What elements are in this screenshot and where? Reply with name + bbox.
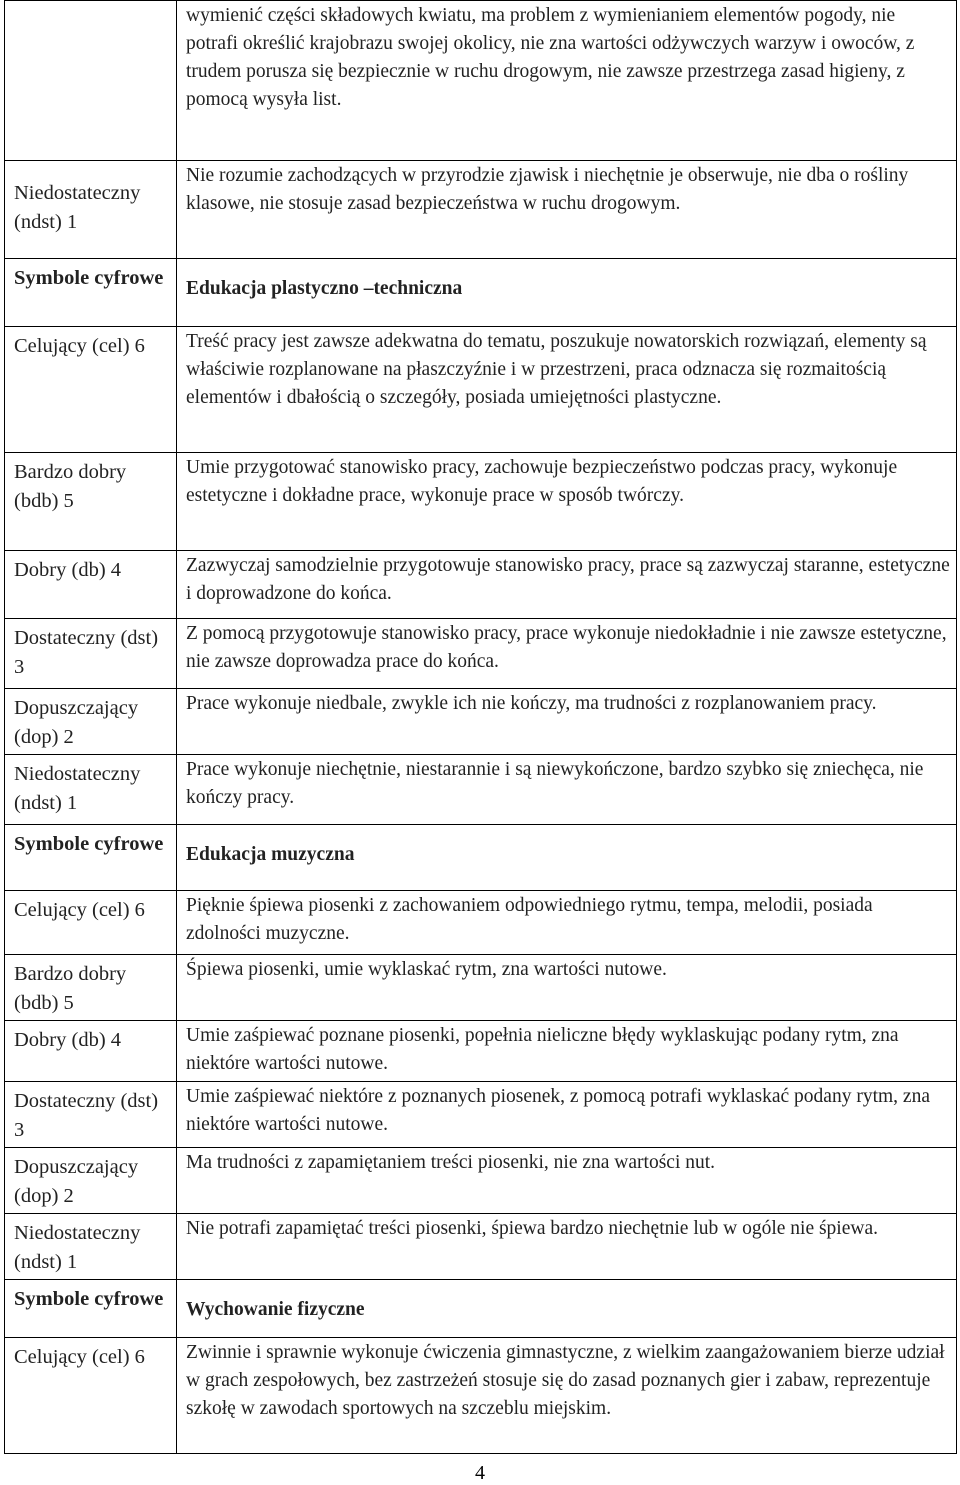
grade-cell: Dopuszczający (dop) 2 [5, 689, 177, 755]
grade-cell: Dopuszczający (dop) 2 [5, 1148, 177, 1214]
symbol-label-cell: Symbole cyfrowe [5, 825, 177, 891]
symbol-label-cell: Symbole cyfrowe [5, 259, 177, 327]
table-row [5, 755, 957, 825]
criteria-description: Nie potrafi zapamiętać treści piosenki, śpiewa bardzo niechętnie lub w ogóle nie śpiewa. [177, 1214, 957, 1280]
section-header-row [5, 825, 957, 891]
criteria-description: Umie przygotować stanowisko pracy, zachowuje bezpieczeństwo podczas pracy, wykonuje estetyczne i dokładne prace, wykonuje prace w sposób twórczy. [177, 453, 957, 551]
table-row [5, 161, 957, 259]
grade-cell: Dostateczny (dst) 3 [5, 1082, 177, 1148]
criteria-description: wymienić części składowych kwiatu, ma problem z wymienianiem elementów pogody, nie potrafi określić krajobrazu swojej okolicy, nie zna wartości odżywczych warzyw i owoców, z trudem porusza się bezpiecznie w ruchu drogowym, nie zawsze przestrzega zasad higieny, z pomocą wysyła list. [177, 1, 957, 161]
grade-cell: Dobry (db) 4 [5, 1021, 177, 1082]
grade-cell [5, 1, 177, 161]
criteria-description: Z pomocą przygotowuje stanowisko pracy, prace wykonuje niedokładnie i nie zawsze estetyczne, nie zawsze doprowadza prace do końca. [177, 619, 957, 689]
section-header-row [5, 259, 957, 327]
section-heading: Wychowanie fizyczne [177, 1280, 957, 1338]
grade-cell: Niedostateczny (ndst) 1 [5, 161, 177, 259]
section-heading: Edukacja plastyczno –techniczna [177, 259, 957, 327]
table-row [5, 1338, 957, 1454]
criteria-description: Pięknie śpiewa piosenki z zachowaniem odpowiedniego rytmu, tempa, melodii, posiada zdolności muzyczne. [177, 891, 957, 955]
criteria-description: Śpiewa piosenki, umie wyklaskać rytm, zna wartości nutowe. [177, 955, 957, 1021]
grade-cell: Celujący (cel) 6 [5, 891, 177, 955]
criteria-description: Nie rozumie zachodzących w przyrodzie zjawisk i niechętnie je obserwuje, nie dba o rośliny klasowe, nie stosuje zasad bezpieczeństwa w ruchu drogowym. [177, 161, 957, 259]
table-row [5, 453, 957, 551]
grading-criteria-table [4, 0, 957, 1454]
grade-cell: Dostateczny (dst) 3 [5, 619, 177, 689]
page-number: 4 [475, 1462, 485, 1484]
section-header-row [5, 1280, 957, 1338]
grade-cell: Niedostateczny (ndst) 1 [5, 755, 177, 825]
grade-cell: Niedostateczny (ndst) 1 [5, 1214, 177, 1280]
table-row [5, 955, 957, 1021]
table-row [5, 1021, 957, 1082]
table-row [5, 891, 957, 955]
criteria-description: Prace wykonuje niedbale, zwykle ich nie kończy, ma trudności z rozplanowaniem pracy. [177, 689, 957, 755]
grade-cell: Dobry (db) 4 [5, 551, 177, 619]
criteria-description: Zazwyczaj samodzielnie przygotowuje stanowisko pracy, prace są zazwyczaj staranne, estetyczne i doprowadzone do końca. [177, 551, 957, 619]
grade-cell: Bardzo dobry (bdb) 5 [5, 955, 177, 1021]
criteria-description: Umie zaśpiewać poznane piosenki, popełnia nieliczne błędy wyklaskując podany rytm, zna niektóre wartości nutowe. [177, 1021, 957, 1082]
table-row [5, 327, 957, 453]
table-row [5, 1, 957, 161]
symbol-label-cell: Symbole cyfrowe [5, 1280, 177, 1338]
grade-cell: Celujący (cel) 6 [5, 1338, 177, 1454]
section-heading: Edukacja muzyczna [177, 825, 957, 891]
criteria-description: Zwinnie i sprawnie wykonuje ćwiczenia gimnastyczne, z wielkim zaangażowaniem bierze udział w grach zespołowych, bez zastrzeżeń stosuje się do zasad poznanych gier i zabaw, reprezentuje szkołę w zawodach sportowych na szczeblu miejskim. [177, 1338, 957, 1454]
criteria-description: Treść pracy jest zawsze adekwatna do tematu, poszukuje nowatorskich rozwiązań, elementy są właściwie rozplanowane na płaszczyźnie i w przestrzeni, praca odznacza się rozmaitością elementów i dbałością o szczegóły, posiada umiejętności plastyczne. [177, 327, 957, 453]
table-row [5, 1214, 957, 1280]
criteria-description: Prace wykonuje niechętnie, niestarannie i są niewykończone, bardzo szybko się zniechęca, nie kończy pracy. [177, 755, 957, 825]
table-row [5, 689, 957, 755]
criteria-description: Ma trudności z zapamiętaniem treści piosenki, nie zna wartości nut. [177, 1148, 957, 1214]
criteria-description: Umie zaśpiewać niektóre z poznanych piosenek, z pomocą potrafi wyklaskać podany rytm, zna niektóre wartości nutowe. [177, 1082, 957, 1148]
table-body [5, 1, 957, 1454]
table-row [5, 1148, 957, 1214]
table-row [5, 1082, 957, 1148]
grade-cell: Bardzo dobry (bdb) 5 [5, 453, 177, 551]
grade-cell: Celujący (cel) 6 [5, 327, 177, 453]
table-row [5, 551, 957, 619]
table-row [5, 619, 957, 689]
